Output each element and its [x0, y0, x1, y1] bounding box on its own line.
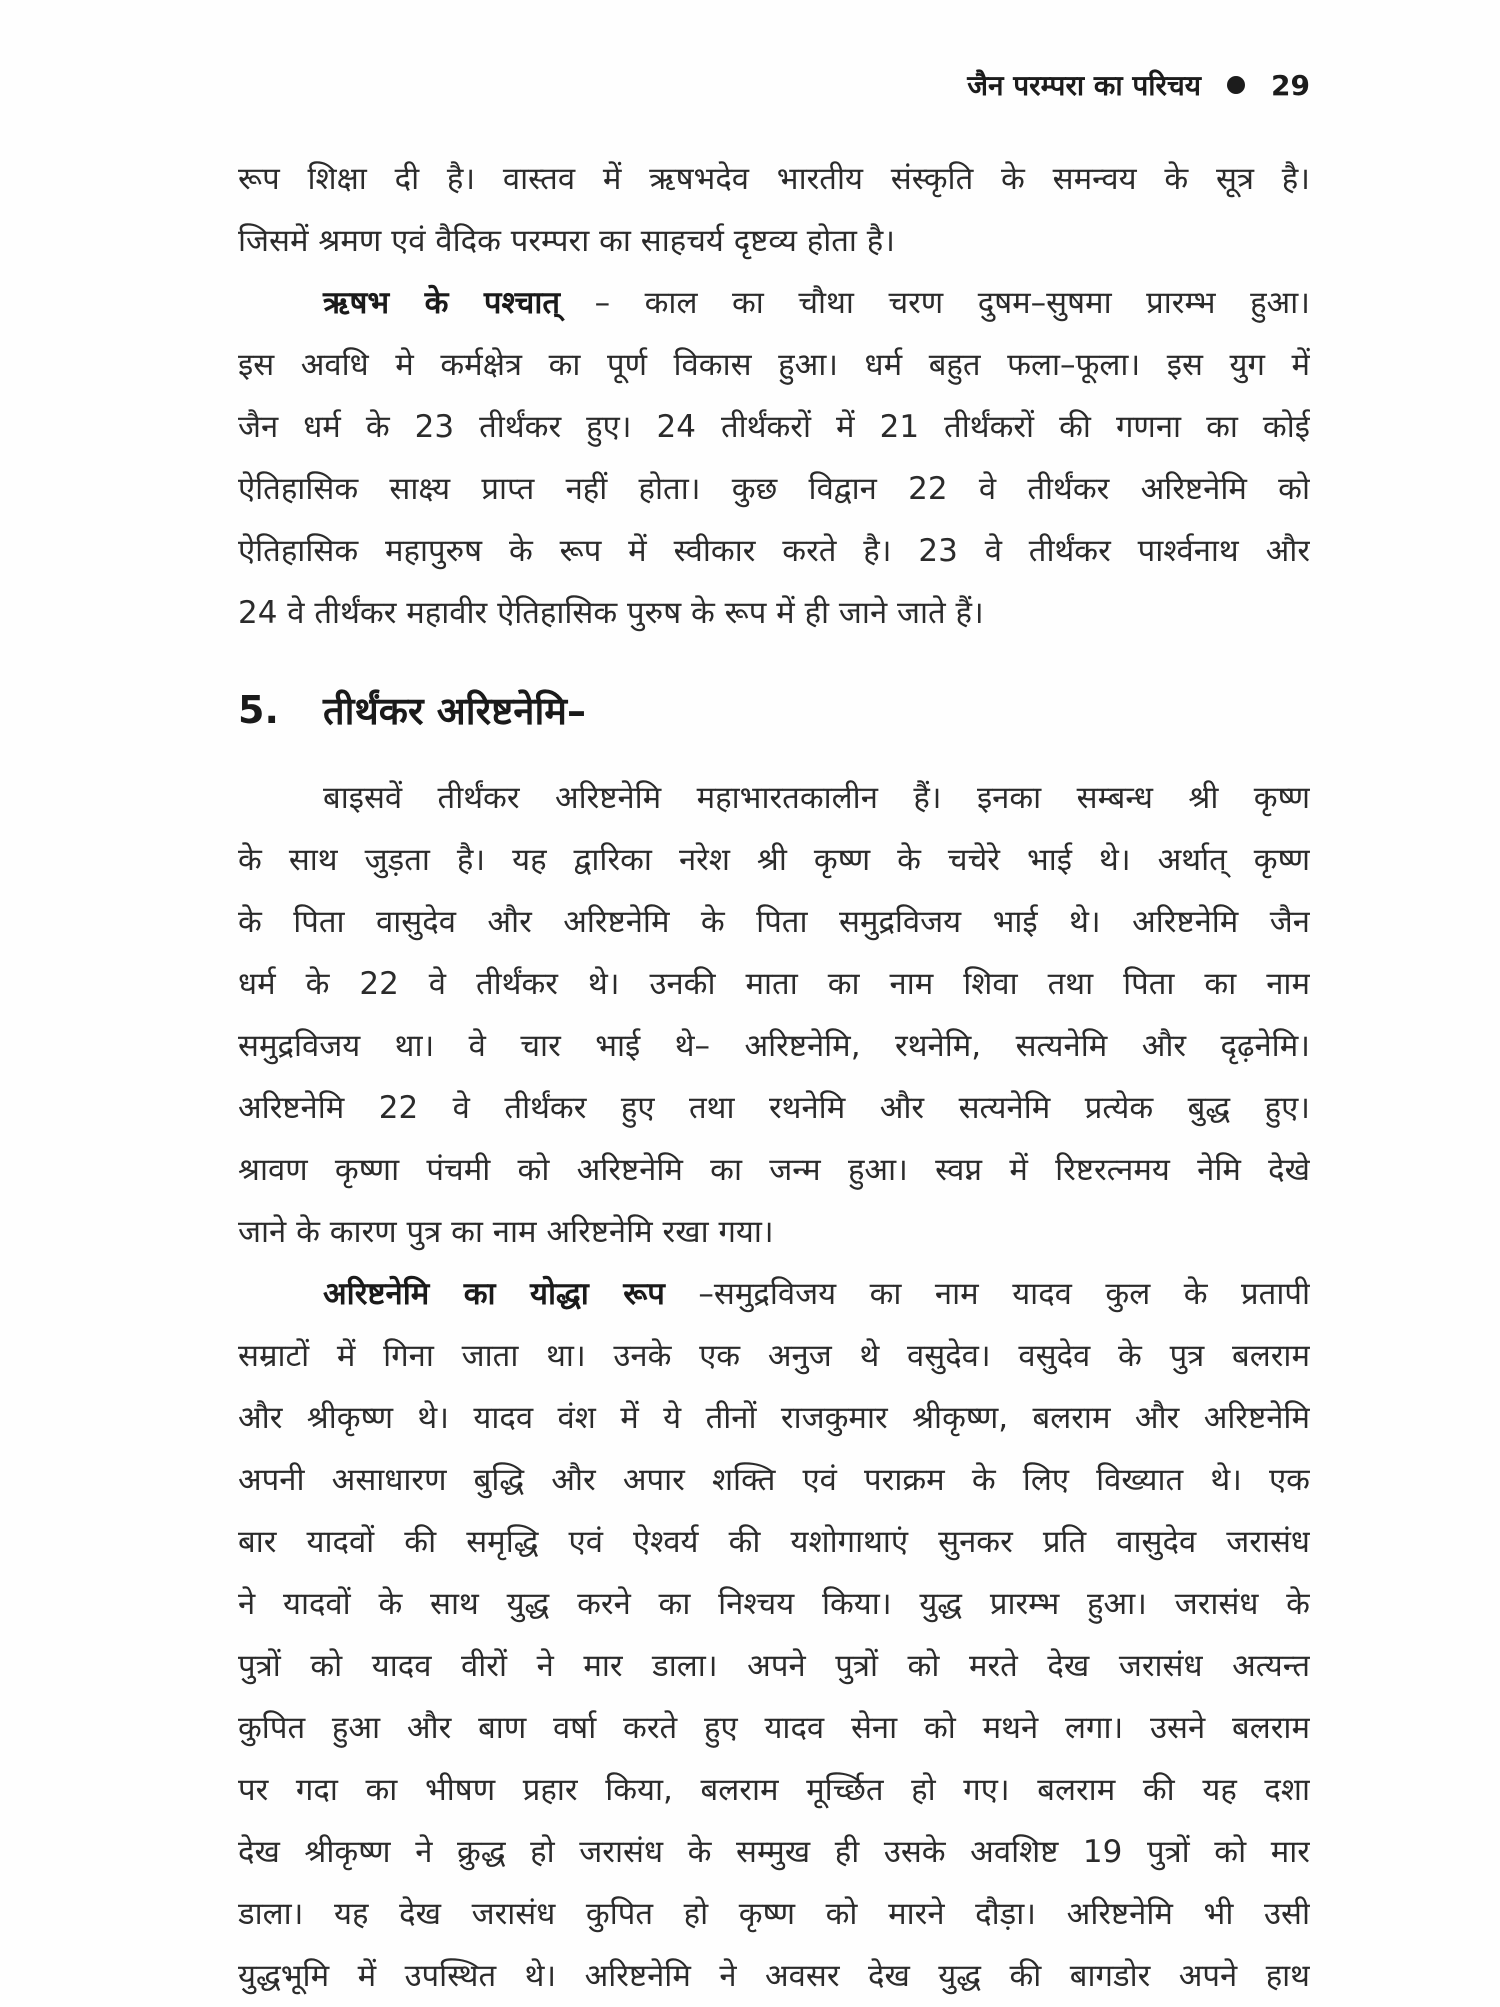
paragraph-1 [238, 148, 1310, 272]
text-line: बार यादवों की समृद्धि एवं ऐश्वर्य की यशोगाथाएं सुनकर प्रति वासुदेव जरासंध [238, 1524, 1310, 1560]
text-line: श्रावण कृष्णा पंचमी को अरिष्टनेमि का जन्म हुआ। स्वप्न में रिष्टरत्नमय नेमि देखे [238, 1152, 1310, 1188]
page-number: 29 [1271, 68, 1310, 102]
paragraph-4 [238, 1263, 1310, 2007]
text-line: रूप शिक्षा दी है। वास्तव में ऋषभदेव भारतीय संस्कृति के समन्वय के सूत्र है। [238, 161, 1310, 197]
text-line: के साथ जुड़ता है। यह द्वारिका नरेश श्री कृष्ण के चचेरे भाई थे। अर्थात् कृष्ण [238, 842, 1310, 878]
text-line: देख श्रीकृष्ण ने क्रुद्ध हो जरासंध के सम्मुख ही उसके अवशिष्ट 19 पुत्रों को मार [238, 1834, 1310, 1870]
paragraph-2 [238, 272, 1310, 644]
text-line: समुद्रविजय था। वे चार भाई थे– अरिष्टनेमि, रथनेमि, सत्यनेमि और दृढ़नेमि। [238, 1028, 1310, 1064]
paragraph-3 [238, 767, 1310, 1263]
bullet-dot-icon [1227, 76, 1245, 94]
text-line: ऐतिहासिक महापुरुष के रूप में स्वीकार करते है। 23 वे तीर्थंकर पार्श्वनाथ और [238, 533, 1310, 569]
section-heading [238, 652, 1310, 767]
text-line: के पिता वासुदेव और अरिष्टनेमि के पिता समुद्रविजय भाई थे। अरिष्टनेमि जैन [238, 904, 1310, 940]
text-line [238, 1263, 1310, 1325]
text-line: अपनी असाधारण बुद्धि और अपार शक्ति एवं पराक्रम के लिए विख्यात थे। एक [238, 1462, 1310, 1498]
text-line: कुपित हुआ और बाण वर्षा करते हुए यादव सेना को मथने लगा। उसने बलराम [238, 1710, 1310, 1746]
text-line: डाला। यह देख जरासंध कुपित हो कृष्ण को मारने दौड़ा। अरिष्टनेमि भी उसी [238, 1896, 1310, 1932]
text-line: अरिष्टनेमि 22 वे तीर्थंकर हुए तथा रथनेमि और सत्यनेमि प्रत्येक बुद्ध हुए। [238, 1090, 1310, 1126]
text-line: ने यादवों के साथ युद्ध करने का निश्चय किया। युद्ध प्रारम्भ हुआ। जरासंध के [238, 1586, 1310, 1622]
text-line: जाने के कारण पुत्र का नाम अरिष्टनेमि रखा गया। [238, 1214, 774, 1250]
text-line: जिसमें श्रमण एवं वैदिक परम्परा का साहचर्य दृष्टव्य होता है। [238, 223, 896, 259]
text-line: पुत्रों को यादव वीरों ने मार डाला। अपने पुत्रों को मरते देख जरासंध अत्यन्त [238, 1648, 1310, 1684]
text-line: युद्धभूमि में उपस्थित थे। अरिष्टनेमि ने अवसर देख युद्ध की बागडोर अपने हाथ [238, 1958, 1310, 1994]
text-line: और श्रीकृष्ण थे। यादव वंश में ये तीनों राजकुमार श्रीकृष्ण, बलराम और अरिष्टनेमि [238, 1400, 1310, 1436]
text-line: ऐतिहासिक साक्ष्य प्राप्त नहीं होता। कुछ विद्वान 22 वे तीर्थंकर अरिष्टनेमि को [238, 471, 1310, 507]
chapter-title: जैन परम्परा का परिचय [967, 69, 1202, 102]
run-in-heading: ऋषभ के पश्चात् [323, 285, 561, 321]
text-line [238, 272, 1310, 334]
section-title: तीर्थंकर अरिष्टनेमि– [323, 688, 587, 733]
text-span: –समुद्रविजय का नाम यादव कुल के प्रतापी [664, 1276, 1310, 1312]
text-line: पर गदा का भीषण प्रहार किया, बलराम मूर्च्छित हो गए। बलराम की यह दशा [238, 1772, 1310, 1808]
text-line: इस अवधि मे कर्मक्षेत्र का पूर्ण विकास हुआ। धर्म बहुत फला–फूला। इस युग में [238, 347, 1310, 383]
text-line: धर्म के 22 वे तीर्थंकर थे। उनकी माता का नाम शिवा तथा पिता का नाम [238, 966, 1310, 1002]
body-text [238, 148, 1310, 2007]
text-line: 24 वे तीर्थंकर महावीर ऐतिहासिक पुरुष के रूप में ही जाने जाते हैं। [238, 595, 984, 631]
running-header [780, 60, 1310, 110]
section-number: 5. [238, 687, 279, 732]
text-span: – काल का चौथा चरण दुषम–सुषमा प्रारम्भ हुआ। [560, 285, 1310, 321]
text-line: सम्राटों में गिना जाता था। उनके एक अनुज थे वसुदेव। वसुदेव के पुत्र बलराम [238, 1338, 1310, 1374]
text-line: जैन धर्म के 23 तीर्थंकर हुए। 24 तीर्थंकरों में 21 तीर्थंकरों की गणना का कोई [238, 409, 1310, 445]
text-line: बाइसवें तीर्थंकर अरिष्टनेमि महाभारतकालीन हैं। इनका सम्बन्ध श्री कृष्ण [323, 780, 1310, 816]
run-in-heading: अरिष्टनेमि का योद्धा रूप [323, 1276, 665, 1312]
